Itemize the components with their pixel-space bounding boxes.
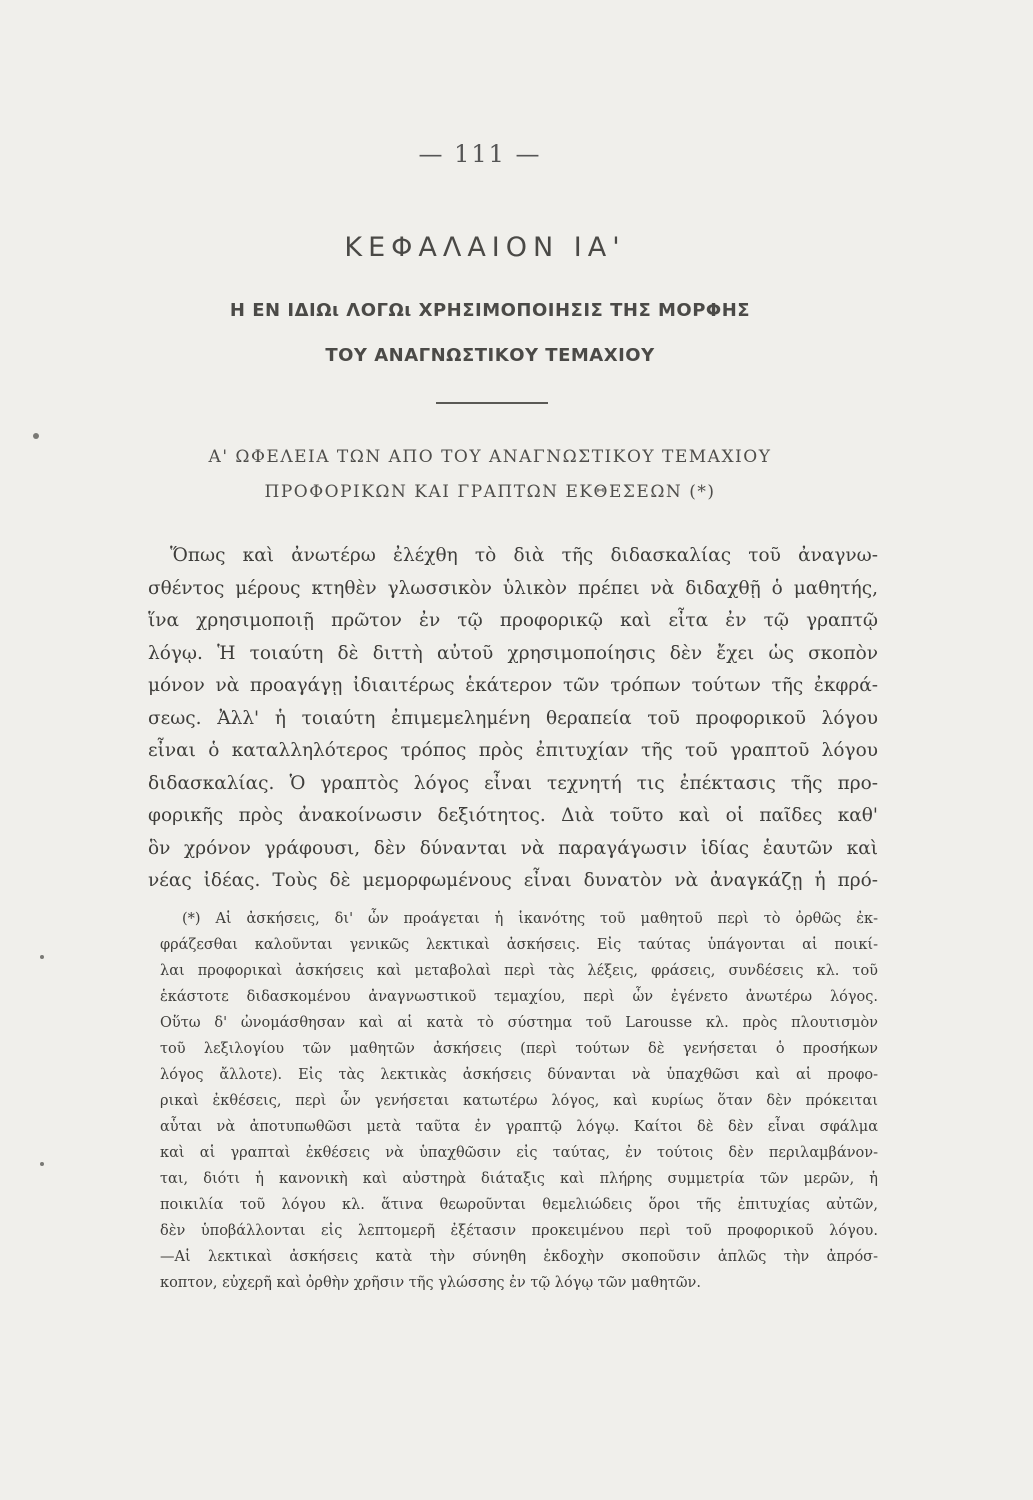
footnote-line: (*) Αἱ ἀσκήσεις, δι' ὧν προάγεται ἡ ἱκανότης τοῦ μαθητοῦ περὶ τὸ ὀρθῶς ἐκ-: [182, 911, 878, 927]
section-heading-line-1: Α' ΩΦΕΛΕΙΑ ΤΩΝ ΑΠΟ ΤΟΥ ΑΝΑΓΝΩΣΤΙΚΟΥ ΤΕΜΑΧΙΟΥ: [208, 447, 772, 467]
body-paragraph: [148, 540, 878, 898]
chapter-title-line-1: Η ΕΝ ΙΔΙΩι ΛΟΓΩι ΧΡΗΣΙΜΟΠΟΙΗΣΙΣ ΤΗΣ ΜΟΡΦΗΣ: [229, 300, 751, 321]
body-line: εἶναι ὁ καταλληλότερος τρόπος πρὸς ἐπιτυχίαν τῆς τοῦ γραπτοῦ λόγου: [148, 740, 878, 761]
footnote-line: αὗται νὰ ἀποτυπωθῶσι μετὰ ταῦτα ἐν γραπτῷ λόγῳ. Καίτοι δὲ δὲν εἶναι σφάλμα: [160, 1119, 878, 1135]
title-divider: [436, 402, 548, 404]
body-line: σθέντος μέρους κτηθὲν γλωσσικὸν ὑλικὸν πρέπει νὰ διδαχθῇ ὁ μαθητής,: [148, 577, 878, 599]
body-line: Ὅπως καὶ ἀνωτέρω ἐλέχθη τὸ διὰ τῆς διδασκαλίας τοῦ ἀναγνω-: [170, 545, 878, 566]
footnote-line: φράζεσθαι καλοῦνται γενικῶς λεκτικαὶ ἀσκήσεις. Εἰς ταύτας ὑπάγονται αἱ ποικί-: [160, 937, 878, 953]
margin-speck: [40, 1162, 44, 1166]
body-line: διδασκαλίας. Ὁ γραπτὸς λόγος εἶναι τεχνητή τις ἐπέκτασις τῆς προ-: [148, 772, 878, 794]
body-line: νέας ἰδέας. Τοὺς δὲ μεμορφωμένους εἶναι δυνατὸν νὰ ἀναγκάζῃ ἡ πρό-: [148, 870, 878, 891]
footnote-line: τοῦ λεξιλογίου τῶν μαθητῶν ἀσκήσεις (περὶ τούτων δὲ γενήσεται ὁ προσήκων: [160, 1041, 878, 1057]
footnote-line: ρικαὶ ἐκθέσεις, περὶ ὧν γενήσεται κατωτέρω λόγος, καὶ κυρίως ὅταν δὲν πρόκειται: [160, 1093, 878, 1109]
chapter-title-line-2: ΤΟΥ ΑΝΑΓΝΩΣΤΙΚΟΥ ΤΕΜΑΧΙΟΥ: [325, 345, 655, 366]
footnote: [160, 906, 878, 1296]
body-line: σεως. Ἀλλ' ἡ τοιαύτη ἐπιμεμελημένη θεραπεία τοῦ προφορικοῦ λόγου: [148, 707, 878, 729]
section-heading-line-2: ΠΡΟΦΟΡΙΚΩΝ ΚΑΙ ΓΡΑΠΤΩΝ ΕΚΘΕΣΕΩΝ (*): [264, 482, 716, 502]
footnote-line: —Αἱ λεκτικαὶ ἀσκήσεις κατὰ τὴν σύνηθη ἐκδοχὴν σκοποῦσιν ἁπλῶς τὴν ἀπρόσ-: [160, 1249, 878, 1265]
footnote-line: καὶ αἱ γραπταὶ ἐκθέσεις νὰ ὑπαχθῶσιν εἰς ταύτας, ἐν τούτοις δὲν περιλαμβάνον-: [160, 1145, 878, 1161]
footnote-line: ποικιλία τοῦ λόγου κλ. ἅτινα θεωροῦνται θεμελιώδεις ὅροι τῆς ἐπιτυχίας αὐτῶν,: [160, 1197, 878, 1213]
body-line: ὃν χρόνον γράφουσι, δὲν δύνανται νὰ παραγάγωσιν ἰδίας ἑαυτῶν καὶ: [148, 837, 878, 859]
margin-speck: [33, 433, 39, 439]
footnote-line: δὲν ὑποβάλλονται εἰς λεπτομερῆ ἐξέτασιν προκειμένου περὶ τοῦ προφορικοῦ λόγου.: [160, 1223, 878, 1239]
footnote-line: λαι προφορικαὶ ἀσκήσεις καὶ μεταβολαὶ περὶ τὰς λέξεις, φράσεις, συνδέσεις κλ. τοῦ: [160, 963, 878, 979]
footnote-line: κοπτον, εὐχερῆ καὶ ὀρθὴν χρῆσιν τῆς γλώσσης ἐν τῷ λόγῳ τῶν μαθητῶν.: [160, 1275, 701, 1291]
body-line: λόγῳ. Ἡ τοιαύτη δὲ διττὴ αὐτοῦ χρησιμοποίησις δὲν ἔχει ὡς σκοπὸν: [148, 642, 878, 664]
body-line: ἵνα χρησιμοποιῇ πρῶτον ἐν τῷ προφορικῷ καὶ εἶτα ἐν τῷ γραπτῷ: [148, 610, 878, 631]
footnote-line: ἑκάστοτε διδασκομένου ἀναγνωστικοῦ τεμαχίου, περὶ ὧν ἐγένετο ἀνωτέρω λόγος.: [160, 989, 878, 1005]
page-number: — 111 —: [418, 140, 542, 168]
body-line: μόνον νὰ προαγάγῃ ἰδιαιτέρως ἑκάτερον τῶν τρόπων τούτων τῆς ἐκφρά-: [148, 675, 878, 696]
chapter-heading: ΚΕΦΑΛΑΙΟΝ ΙΑ': [344, 232, 626, 263]
margin-speck: [40, 955, 44, 959]
footnote-line: ται, διότι ἡ κανονικὴ καὶ αὐστηρὰ διάταξις καὶ πλήρης συμμετρία τῶν μερῶν, ἡ: [160, 1171, 878, 1187]
footnote-line: Οὕτω δ' ὠνομάσθησαν καὶ αἱ κατὰ τὸ σύστημα τοῦ Larousse κλ. πρὸς πλουτισμὸν: [160, 1015, 878, 1031]
body-line: φορικῆς πρὸς ἀνακοίνωσιν δεξιότητος. Διὰ τοῦτο καὶ οἱ παῖδες καθ': [148, 805, 878, 826]
footnote-line: λόγος ἄλλοτε). Εἰς τὰς λεκτικὰς ἀσκήσεις δύνανται νὰ ὑπαχθῶσι καὶ αἱ προφο-: [160, 1067, 878, 1083]
